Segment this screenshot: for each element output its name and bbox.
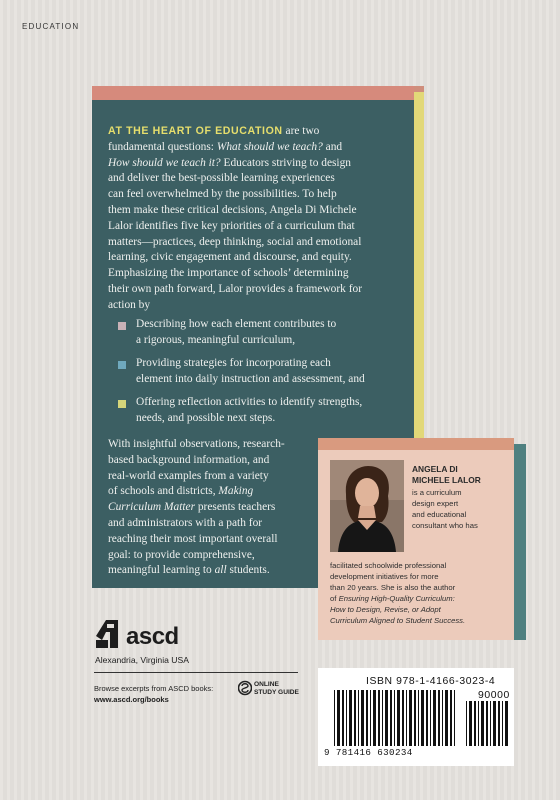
- author-bio-long-lines: facilitated schoolwide professional development initiatives for more than 20 years. She is also the author of Ensuring High-Quality Curriculum: How to Design, Revise, or Adopt Curriculum Aligned to Student Success.: [330, 561, 466, 625]
- description-paragraph-1: AT THE HEART OF EDUCATION are two fundamental questions: What should we teach? and How should we teach it? Educators striving to design and deliver the best-possible learning experiences can feel overwhelmed by the possibilities. To help them make these critical decisions, Angela Di Michele Lalor identifies five key priorities of a curriculum that matters—practices, deep thinking, social and emotional learning, civic engagement and discourse, and equity.: [108, 125, 362, 264]
- teal-block-top-edge: [92, 86, 414, 100]
- bullet-text-3: Offering reflection activities to identify strengths, needs, and possible next steps.: [136, 396, 363, 424]
- publisher-location: Alexandria, Virginia USA: [95, 655, 189, 665]
- author-name: ANGELA DI MICHELE LALOR: [412, 464, 481, 485]
- study-guide-icon: [238, 680, 252, 696]
- isbn-text: ISBN 978-1-4166-3023-4: [366, 676, 496, 687]
- lead-highlight: AT THE HEART OF EDUCATION: [108, 125, 283, 137]
- bullet-square-3: [118, 400, 126, 408]
- description-paragraph-2: Emphasizing the importance of schools’ determining their own path forward, Lalor provides a framework for action by: [108, 267, 362, 311]
- bullet-square-2: [118, 361, 126, 369]
- ascd-logo-icon: [94, 618, 120, 650]
- ascd-logo-text: ascd: [126, 623, 179, 650]
- author-block-top-edge: [318, 438, 514, 450]
- divider: [94, 672, 298, 673]
- browse-excerpts: Browse excerpts from ASCD books: www.ascd.org/books: [94, 684, 214, 704]
- bullet-text-1: Describing how each element contributes to a rigorous, meaningful curriculum,: [136, 318, 337, 346]
- barcode-digits: 9 781416 630234: [324, 747, 413, 758]
- price-code: 90000: [478, 690, 510, 701]
- online-study-guide-label: ONLINE STUDY GUIDE: [254, 681, 299, 696]
- author-block-side-edge: [514, 444, 526, 640]
- bullet-square-1: [118, 322, 126, 330]
- description-paragraph-3: With insightful observations, research- based background information, and real-world examples from a variety of schools and districts, Making Curriculum Matter presents teachers and administrators with a path for reaching their most important overall goal: to provide comprehensive, meaningful learning to all students.: [108, 438, 285, 577]
- barcode-graphic: [334, 690, 458, 746]
- author-photo: [330, 460, 404, 552]
- bullet-text-2: Providing strategies for incorporating each element into daily instruction and assessment, and: [136, 357, 365, 385]
- browse-url[interactable]: www.ascd.org/books: [94, 695, 169, 704]
- author-bio-short-lines: is a curriculum design expert and educational consultant who has: [412, 488, 478, 530]
- barcode-addon-graphic: [466, 701, 508, 746]
- category-label: EDUCATION: [22, 22, 80, 31]
